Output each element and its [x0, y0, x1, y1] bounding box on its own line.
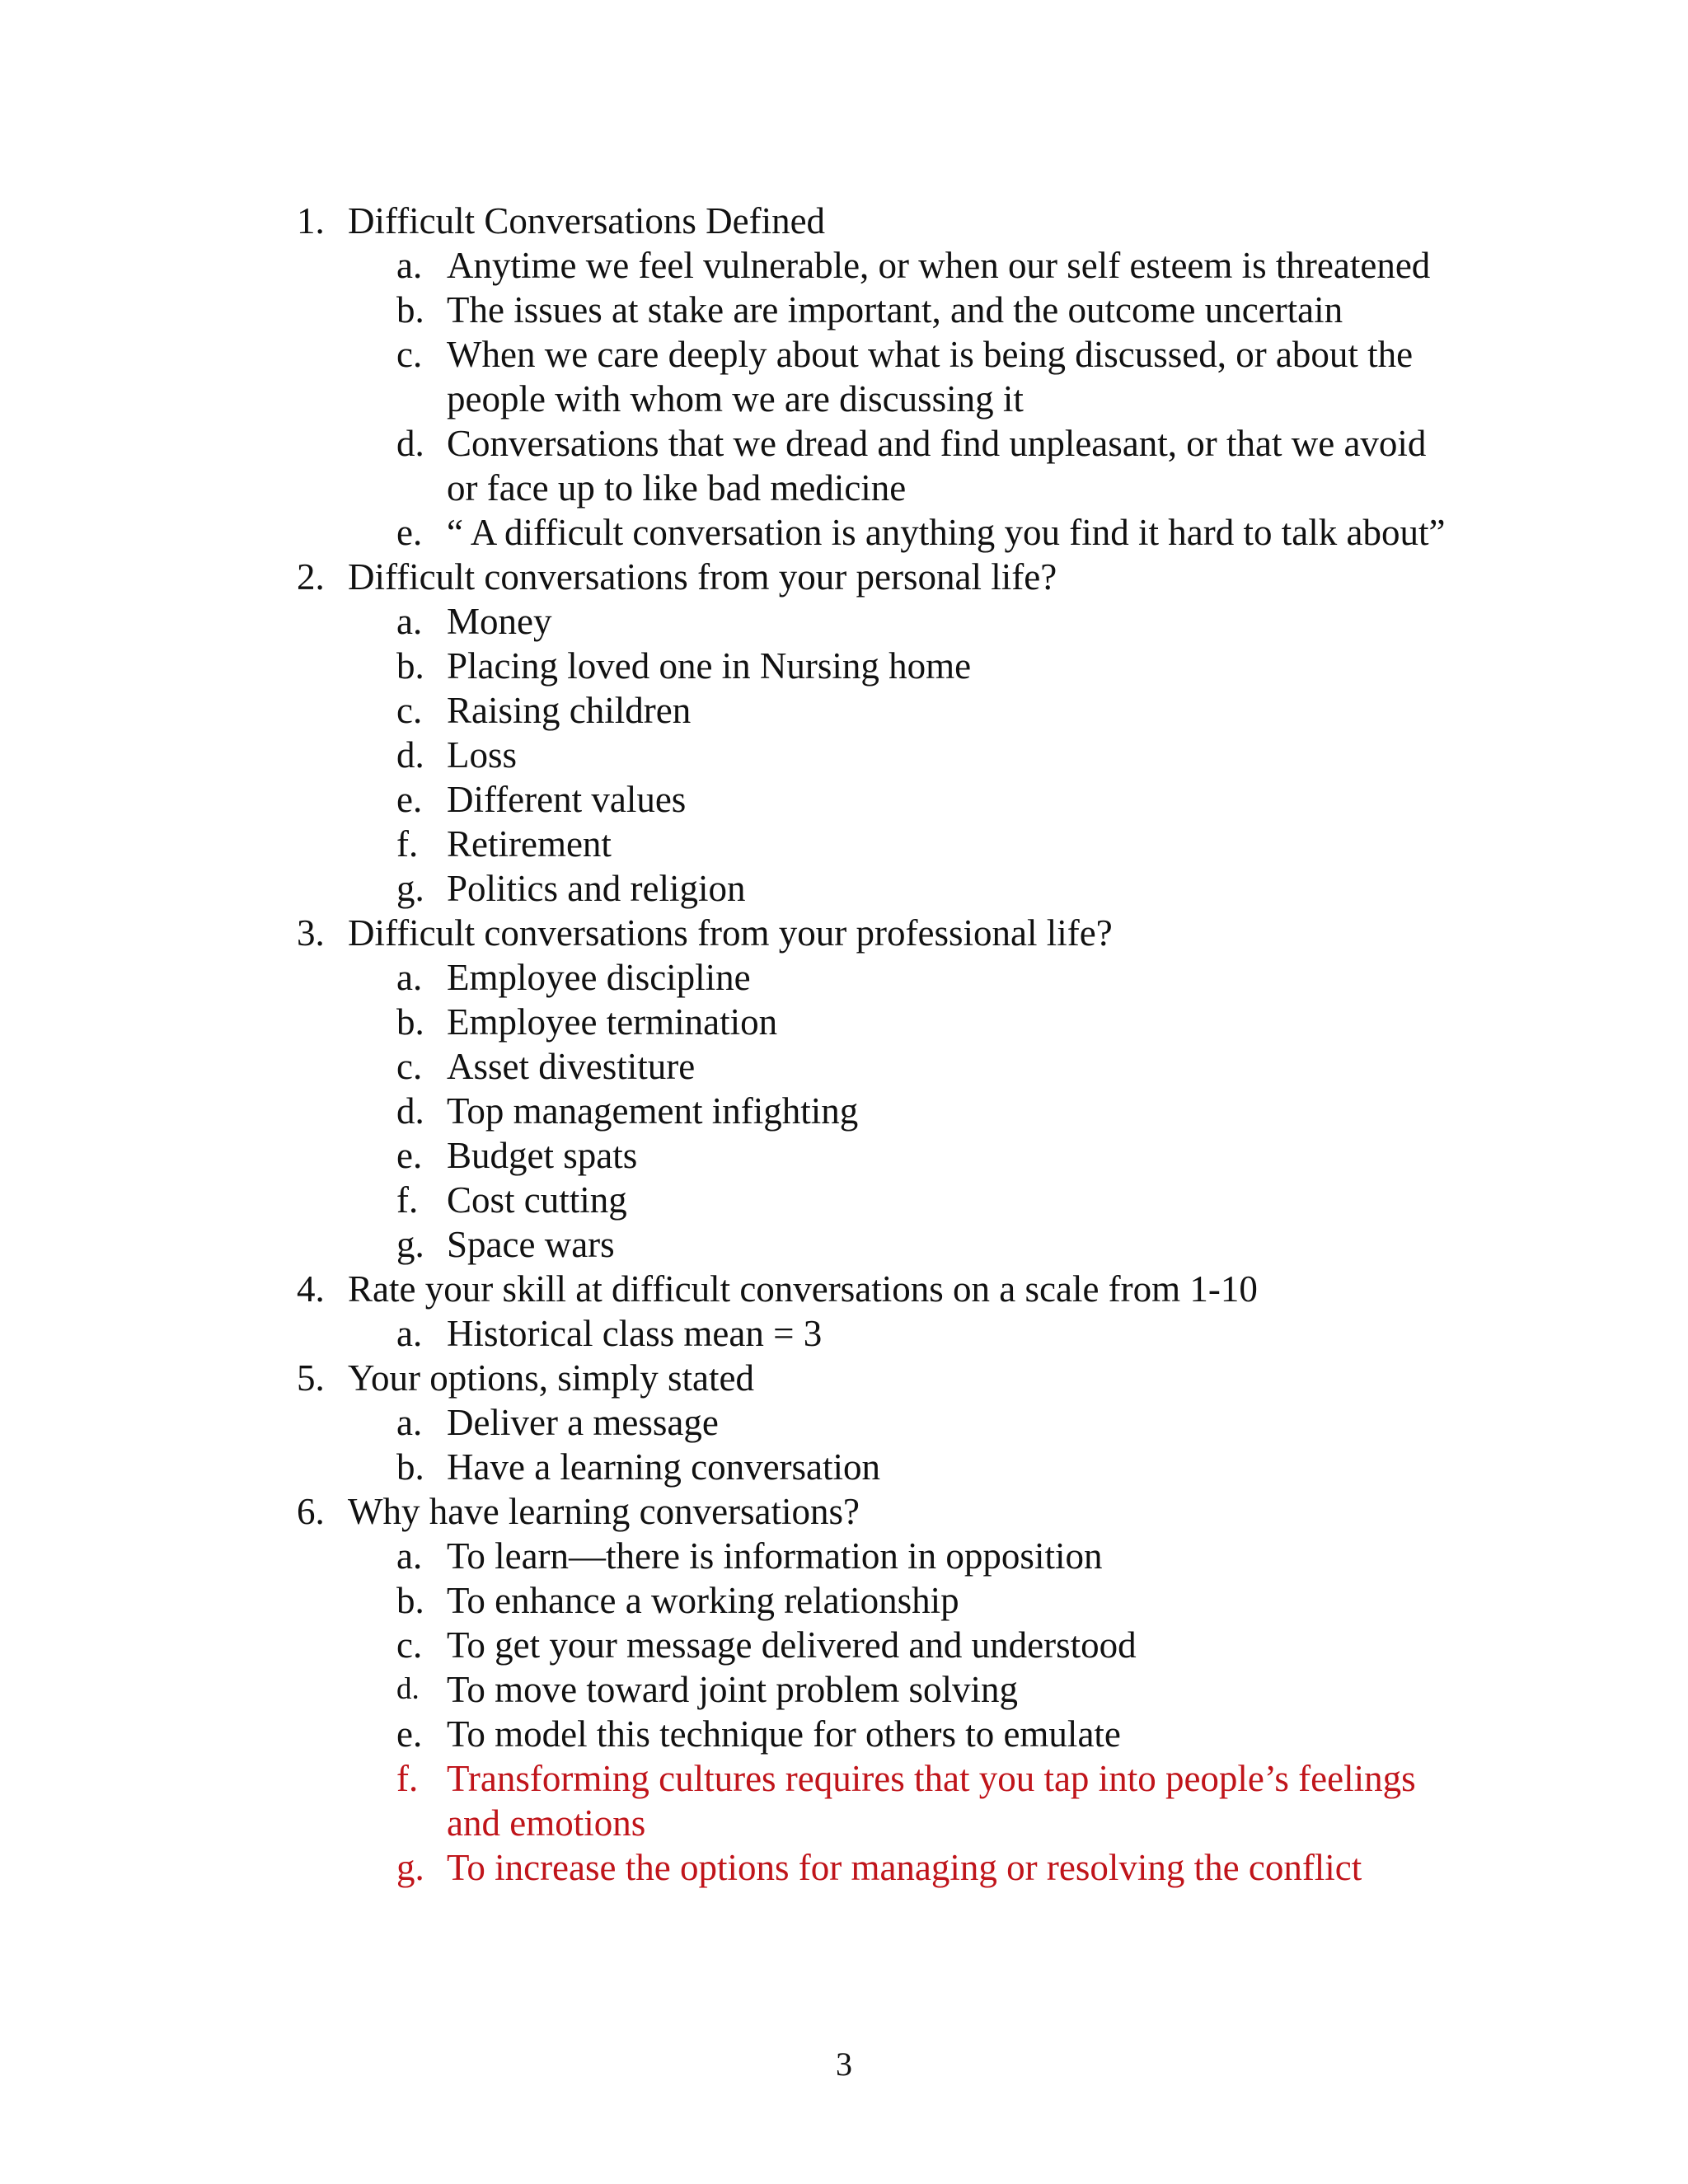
sub-item: [396, 510, 1451, 555]
sub-text: To enhance a working relationship: [447, 1580, 959, 1621]
sub-letter: e.: [396, 1135, 423, 1176]
sub-item: [396, 243, 1451, 288]
sub-text: To model this technique for others to emulate: [447, 1713, 1121, 1755]
sub-item: [396, 1712, 1451, 1756]
sub-text: Raising children: [447, 690, 692, 731]
outline-item-1: [297, 199, 1451, 243]
sub-item: [396, 1222, 1451, 1267]
sub-text: Conversations that we dread and find unpleasant, or that we avoid or face up to like bad medicine: [447, 423, 1427, 509]
sub-item: [396, 1667, 1451, 1712]
sub-letter: b.: [396, 1001, 424, 1043]
sub-item: [396, 1044, 1451, 1089]
sub-letter: d.: [396, 734, 424, 776]
sub-letter: g.: [396, 1224, 424, 1265]
sub-letter: b.: [396, 1580, 424, 1621]
sub-item: [396, 1445, 1451, 1489]
sub-text: To get your message delivered and understood: [447, 1624, 1137, 1666]
sub-letter: b.: [396, 289, 424, 330]
sub-text: Politics and religion: [447, 868, 746, 909]
outline-item-2: [297, 555, 1451, 599]
sub-item: [396, 1534, 1451, 1578]
sub-letter: f.: [396, 1179, 419, 1221]
sub-letter: d.: [396, 1090, 424, 1132]
sub-text: Cost cutting: [447, 1179, 627, 1221]
sub-text: Space wars: [447, 1224, 615, 1265]
sub-list-1: [396, 243, 1451, 555]
sub-letter: c.: [396, 334, 423, 375]
sub-item: [396, 1178, 1451, 1222]
sub-item: [396, 777, 1451, 822]
sub-text: Placing loved one in Nursing home: [447, 645, 972, 687]
sub-letter: g.: [396, 1847, 424, 1888]
sub-letter: f.: [396, 823, 419, 865]
sub-letter: f.: [396, 1758, 419, 1799]
item-number: 4.: [297, 1268, 325, 1310]
sub-letter: c.: [396, 1624, 423, 1666]
sub-letter: d.: [396, 1672, 420, 1706]
sub-item: [396, 1000, 1451, 1044]
sub-item: [396, 955, 1451, 1000]
sub-letter: a.: [396, 1535, 423, 1577]
sub-text: To increase the options for managing or resolving the conflict: [447, 1847, 1362, 1888]
sub-item: [396, 688, 1451, 733]
sub-text: Anytime we feel vulnerable, or when our self esteem is threatened: [447, 245, 1431, 286]
sub-item: [396, 1623, 1451, 1667]
sub-item: [396, 866, 1451, 911]
sub-list-3: [396, 955, 1451, 1267]
sub-text: Loss: [447, 734, 518, 776]
sub-letter: a.: [396, 245, 423, 286]
sub-text: Historical class mean = 3: [447, 1313, 823, 1354]
sub-text: Employee termination: [447, 1001, 778, 1043]
item-number: 2.: [297, 556, 325, 598]
outline-item-6: [297, 1489, 1451, 1534]
item-number: 1.: [297, 200, 325, 241]
sub-item: [396, 644, 1451, 688]
sub-text: Deliver a message: [447, 1402, 719, 1443]
page-number: 3: [836, 2046, 852, 2083]
item-title: Difficult conversations from your personal life?: [348, 556, 1057, 598]
sub-letter: d.: [396, 423, 424, 464]
item-title: Difficult conversations from your professional life?: [348, 912, 1113, 954]
sub-text: To move toward joint problem solving: [447, 1669, 1019, 1710]
sub-text: To learn—there is information in opposition: [447, 1535, 1103, 1577]
sub-list-6: [396, 1534, 1451, 1890]
sub-item: [396, 1311, 1451, 1356]
sub-item: [396, 599, 1451, 644]
sub-text: When we care deeply about what is being discussed, or about the people with whom we are discussing it: [447, 334, 1414, 419]
sub-letter: a.: [396, 601, 423, 642]
item-title: Your options, simply stated: [348, 1357, 754, 1399]
sub-list-2: [396, 599, 1451, 911]
outline-item-4: [297, 1267, 1451, 1311]
sub-item: [396, 421, 1451, 510]
sub-letter: a.: [396, 1313, 423, 1354]
sub-letter: c.: [396, 690, 423, 731]
sub-letter: c.: [396, 1046, 423, 1087]
sub-letter: b.: [396, 1446, 424, 1488]
sub-letter: g.: [396, 868, 424, 909]
sub-item: [396, 1089, 1451, 1133]
item-title: Difficult Conversations Defined: [348, 200, 826, 241]
sub-text: Have a learning conversation: [447, 1446, 881, 1488]
outline-item-3: [297, 911, 1451, 955]
sub-text: Asset divestiture: [447, 1046, 696, 1087]
sub-letter: a.: [396, 1402, 423, 1443]
sub-text: Budget spats: [447, 1135, 638, 1176]
sub-list-4: [396, 1311, 1451, 1356]
sub-text: Retirement: [447, 823, 612, 865]
sub-text: The issues at stake are important, and the outcome uncertain: [447, 289, 1343, 330]
sub-item-highlighted: [396, 1845, 1451, 1890]
sub-text: “ A difficult conversation is anything you find it hard to talk about”: [447, 512, 1446, 553]
sub-item: [396, 1133, 1451, 1178]
item-number: 3.: [297, 912, 325, 954]
item-number: 6.: [297, 1491, 325, 1532]
sub-letter: a.: [396, 957, 423, 998]
sub-letter: e.: [396, 512, 423, 553]
sub-item: [396, 822, 1451, 866]
sub-item: [396, 1400, 1451, 1445]
sub-list-5: [396, 1400, 1451, 1489]
sub-text: Top management infighting: [447, 1090, 859, 1132]
sub-item: [396, 733, 1451, 777]
item-title: Rate your skill at difficult conversations on a scale from 1-10: [348, 1268, 1258, 1310]
sub-text: Money: [447, 601, 552, 642]
outline-item-5: [297, 1356, 1451, 1400]
sub-letter: e.: [396, 1713, 423, 1755]
item-title: Why have learning conversations?: [348, 1491, 860, 1532]
sub-letter: e.: [396, 779, 423, 820]
sub-letter: b.: [396, 645, 424, 687]
sub-text: Different values: [447, 779, 687, 820]
outline-list: [297, 199, 1451, 1890]
sub-item: [396, 288, 1451, 332]
sub-text: Employee discipline: [447, 957, 751, 998]
sub-item-highlighted: [396, 1756, 1451, 1845]
item-number: 5.: [297, 1357, 325, 1399]
sub-text: Transforming cultures requires that you tap into people’s feelings and emotions: [447, 1758, 1416, 1844]
sub-item: [396, 332, 1451, 421]
sub-item: [396, 1578, 1451, 1623]
